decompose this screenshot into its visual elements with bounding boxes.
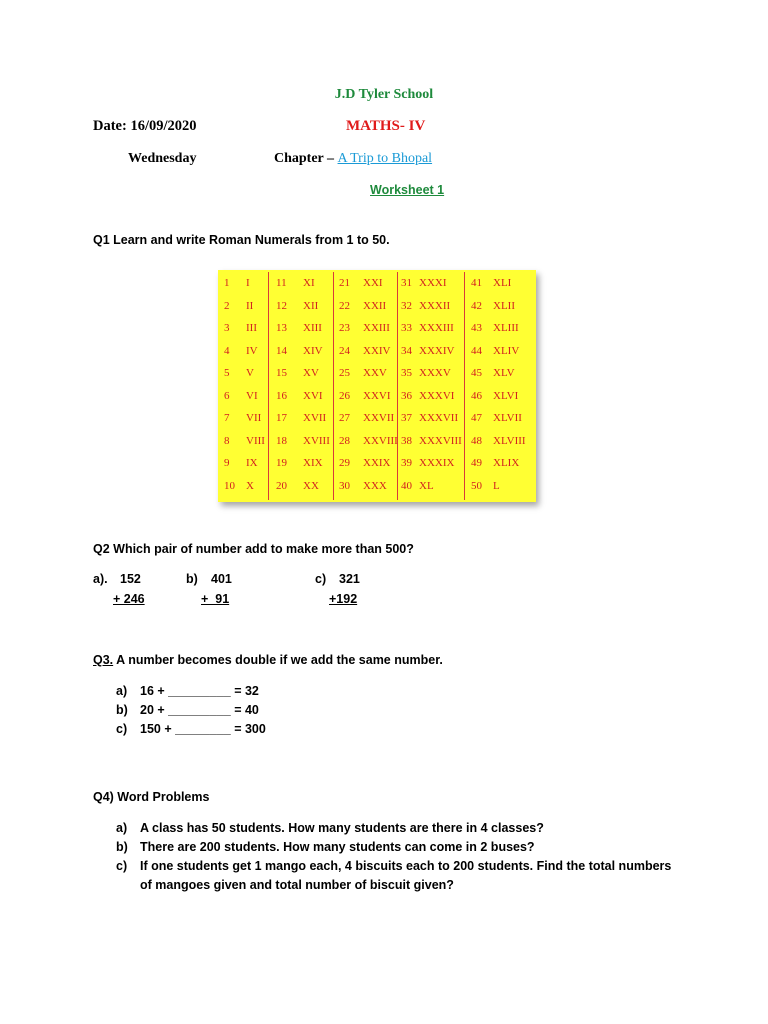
roman-numeral: XXXI (419, 277, 447, 289)
arabic-number: 1 (224, 277, 230, 289)
arabic-number: 33 (401, 322, 412, 334)
q4-item-c-continued: of mangoes given and total number of biscuit given? (140, 878, 454, 892)
roman-numeral: V (246, 367, 254, 379)
arabic-number: 41 (471, 277, 482, 289)
roman-numeral: III (246, 322, 257, 334)
arabic-number: 7 (224, 412, 230, 424)
roman-numeral: VII (246, 412, 262, 424)
q4-item-c-text: If one students get 1 mango each, 4 biscuits each to 200 students. Find the total numbers (140, 859, 672, 873)
roman-numeral: XXIV (363, 344, 391, 357)
q3-item-a-text: 16 + _________ = 32 (140, 684, 259, 698)
option-c-top: 321 (339, 572, 360, 586)
arabic-number: 13 (276, 322, 287, 334)
arabic-number: 9 (224, 457, 230, 469)
question-2: Q2 Which pair of number add to make more than 500? (93, 542, 414, 556)
school-name: J.D Tyler School (334, 87, 434, 102)
arabic-number: 17 (276, 412, 287, 424)
option-b-label: b) (186, 572, 198, 586)
roman-numeral: XVI (303, 389, 323, 402)
arabic-number: 35 (401, 367, 412, 379)
arabic-number: 24 (339, 344, 350, 357)
arabic-number: 20 (276, 479, 287, 492)
question-3 (93, 653, 443, 667)
arabic-number: 3 (224, 322, 230, 334)
roman-numeral: XXI (363, 277, 383, 289)
weekday: Wednesday (128, 151, 197, 166)
chapter-link[interactable]: A Trip to Bhopal (337, 151, 433, 166)
roman-numeral: XXIX (363, 457, 391, 469)
arabic-number: 34 (401, 344, 412, 357)
roman-numeral: IX (246, 457, 258, 469)
column-divider (268, 272, 269, 500)
arabic-number: 37 (401, 412, 412, 424)
q3-item-c-text: 150 + ________ = 300 (140, 722, 266, 736)
column-divider (333, 272, 334, 500)
arabic-number: 40 (401, 479, 412, 492)
roman-numeral: XXII (363, 299, 387, 312)
arabic-number: 22 (339, 299, 350, 312)
roman-numeral: XXXIX (419, 457, 455, 469)
q3-item-c-label: c) (116, 722, 128, 736)
roman-numeral: XIX (303, 457, 323, 469)
option-b-top: 401 (211, 572, 232, 586)
roman-numeral: XXXV (419, 367, 451, 379)
roman-numeral: XXVIII (363, 434, 398, 447)
roman-numeral: XLV (493, 367, 515, 379)
arabic-number: 25 (339, 367, 350, 379)
roman-numeral: XXXVI (419, 389, 455, 402)
roman-numeral: XXVI (363, 389, 391, 402)
chapter-prefix: Chapter – (274, 151, 338, 166)
chapter-line (274, 151, 432, 167)
arabic-number: 14 (276, 344, 287, 357)
arabic-number: 21 (339, 277, 350, 289)
roman-numeral: VI (246, 389, 258, 402)
worksheet-title: Worksheet 1 (370, 183, 445, 197)
arabic-number: 2 (224, 299, 230, 312)
roman-numeral: II (246, 299, 254, 312)
question-3-text: A number becomes double if we add the same number. (113, 653, 443, 667)
q4-item-a-label: a) (116, 821, 128, 835)
roman-numeral: XXXII (419, 299, 451, 312)
roman-numeral: XVII (303, 412, 327, 424)
roman-numeral: XLI (493, 277, 512, 289)
arabic-number: 32 (401, 299, 412, 312)
arabic-number: 36 (401, 389, 412, 402)
arabic-number: 47 (471, 412, 482, 424)
arabic-number: 16 (276, 389, 287, 402)
arabic-number: 39 (401, 457, 412, 469)
arabic-number: 6 (224, 389, 230, 402)
roman-numeral: XLIII (493, 322, 519, 334)
arabic-number: 11 (276, 277, 287, 289)
roman-numeral: XXIII (363, 322, 390, 334)
roman-numeral: L (493, 479, 500, 492)
arabic-number: 8 (224, 434, 230, 447)
arabic-number: 15 (276, 367, 287, 379)
option-b-bottom: + 91 (201, 592, 230, 606)
q3-item-a-label: a) (116, 684, 128, 698)
option-a-top: 152 (120, 572, 141, 586)
arabic-number: 31 (401, 277, 412, 289)
arabic-number: 38 (401, 434, 412, 447)
arabic-number: 45 (471, 367, 482, 379)
arabic-number: 10 (224, 479, 235, 492)
roman-numeral: XIV (303, 344, 323, 357)
roman-numeral: XLVI (493, 389, 519, 402)
roman-numeral: XXXIV (419, 344, 455, 357)
roman-numeral: XVIII (303, 434, 330, 447)
roman-numeral: VIII (246, 434, 265, 447)
roman-numeral: XIII (303, 322, 322, 334)
arabic-number: 49 (471, 457, 482, 469)
arabic-number: 23 (339, 322, 350, 334)
arabic-number: 19 (276, 457, 287, 469)
column-divider (397, 272, 398, 500)
subject-title: MATHS- IV (346, 118, 426, 134)
q4-item-b-label: b) (116, 840, 128, 854)
arabic-number: 46 (471, 389, 482, 402)
q3-item-b-text: 20 + _________ = 40 (140, 703, 259, 717)
arabic-number: 28 (339, 434, 350, 447)
roman-numeral: XX (303, 479, 319, 492)
roman-numeral: XLII (493, 299, 515, 312)
option-a-label: a). (93, 572, 108, 586)
roman-numeral: XLIX (493, 457, 520, 469)
roman-numeral: XLIV (493, 344, 520, 357)
arabic-number: 29 (339, 457, 350, 469)
option-a-bottom: + 246 (113, 592, 145, 606)
roman-numeral: IV (246, 344, 258, 357)
roman-numeral: XV (303, 367, 319, 379)
arabic-number: 27 (339, 412, 350, 424)
roman-numeral: X (246, 479, 254, 492)
arabic-number: 5 (224, 367, 230, 379)
roman-numeral: XLVII (493, 412, 522, 424)
arabic-number: 18 (276, 434, 287, 447)
roman-numeral: XXVII (363, 412, 395, 424)
q4-item-a-text: A class has 50 students. How many students are there in 4 classes? (140, 821, 544, 835)
roman-numeral: XXXIII (419, 322, 454, 334)
arabic-number: 43 (471, 322, 482, 334)
arabic-number: 50 (471, 479, 482, 492)
option-c-label: c) (315, 572, 327, 586)
question-4: Q4) Word Problems (93, 790, 210, 804)
question-3-label: Q3. (93, 653, 114, 667)
roman-numeral: XLVIII (493, 434, 526, 447)
arabic-number: 30 (339, 479, 350, 492)
arabic-number: 4 (224, 344, 230, 357)
roman-numeral: XXV (363, 367, 387, 379)
roman-numeral: XI (303, 277, 315, 289)
option-c-bottom: +192 (329, 592, 358, 606)
roman-numeral: XII (303, 299, 319, 312)
column-divider (464, 272, 465, 500)
arabic-number: 26 (339, 389, 350, 402)
roman-numerals-table (218, 270, 536, 502)
q3-item-b-label: b) (116, 703, 128, 717)
arabic-number: 12 (276, 299, 287, 312)
q4-item-b-text: There are 200 students. How many students can come in 2 buses? (140, 840, 535, 854)
arabic-number: 42 (471, 299, 482, 312)
roman-numeral: XL (419, 479, 434, 492)
question-1: Q1 Learn and write Roman Numerals from 1 to 50. (93, 233, 390, 247)
worksheet-date: Date: 16/09/2020 (93, 118, 197, 134)
arabic-number: 48 (471, 434, 482, 447)
roman-numeral: XXX (363, 479, 387, 492)
q4-item-c-label: c) (116, 859, 128, 873)
roman-numeral: I (246, 277, 250, 289)
arabic-number: 44 (471, 344, 482, 357)
roman-numeral: XXXVII (419, 412, 459, 424)
roman-numeral: XXXVIII (419, 434, 462, 447)
